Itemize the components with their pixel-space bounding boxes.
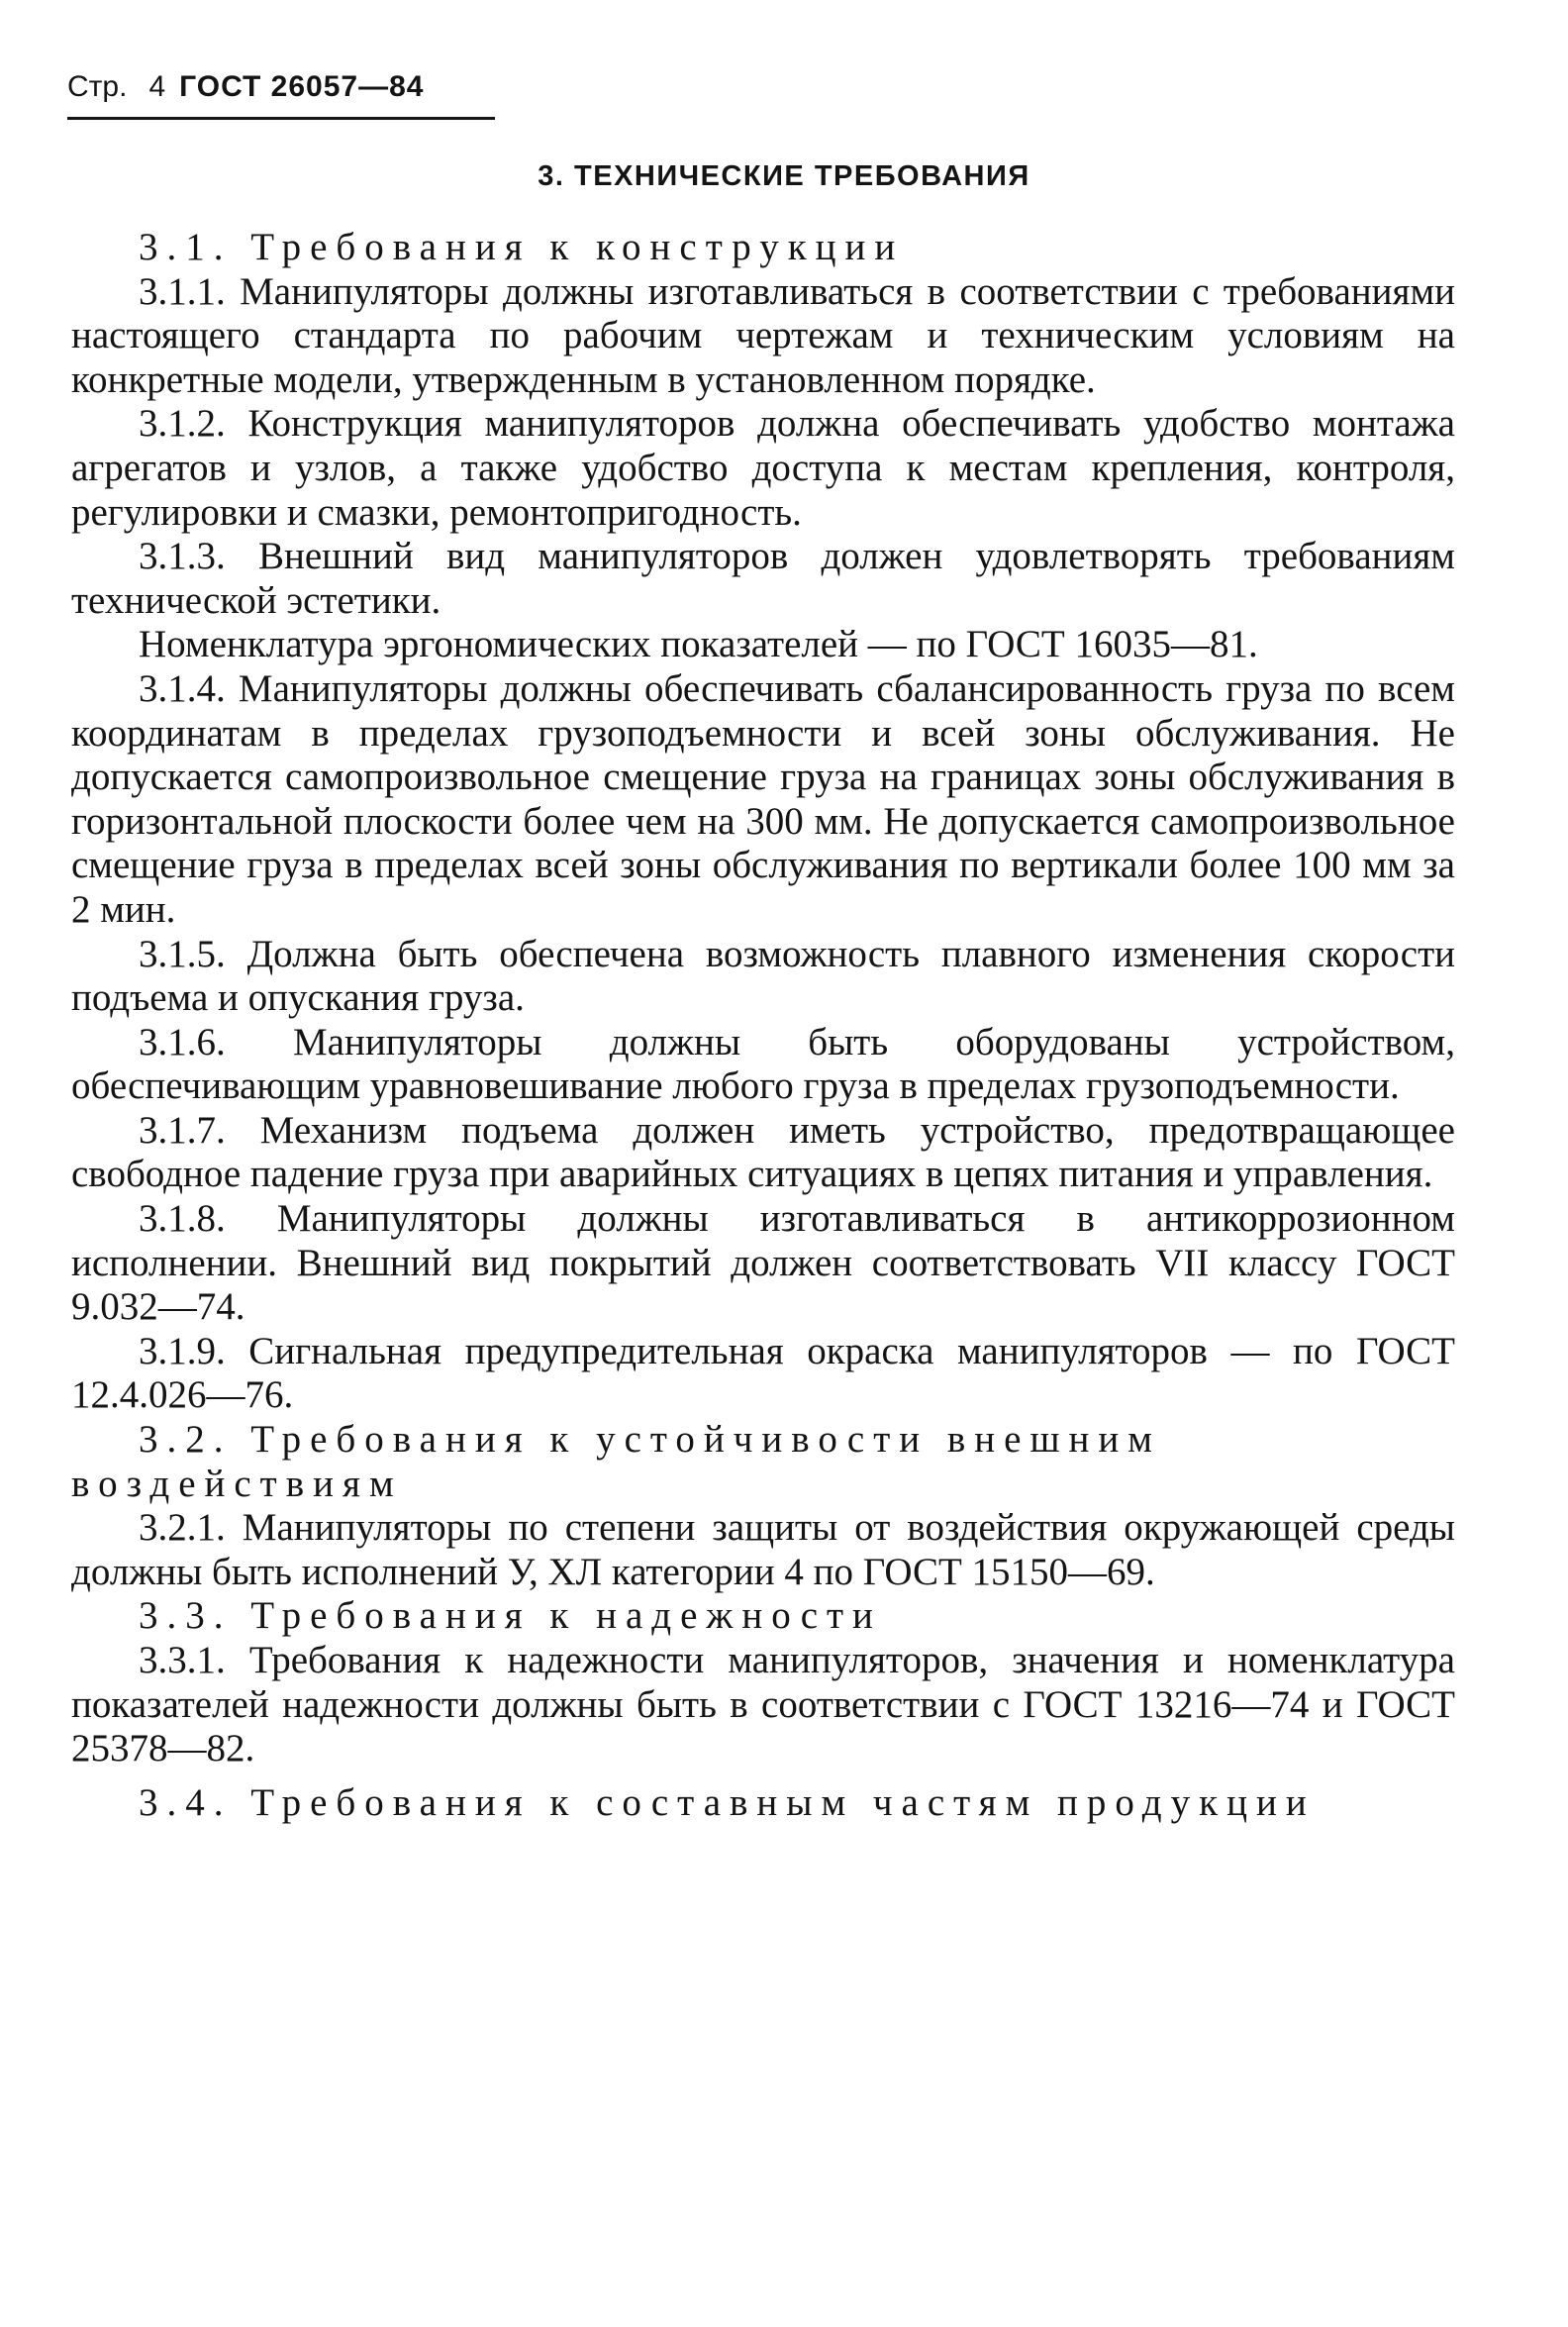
subsection-heading: 3.4. Требования к составным частям продукции: [139, 1780, 1316, 1824]
paragraph: Номенклатура эргономических показателей — по ГОСТ 16035—81.: [139, 623, 1258, 666]
body-text: [71, 226, 1455, 1825]
page-number: 4: [148, 70, 166, 103]
subsection-heading: 3.3. Требования к надежности: [139, 1594, 882, 1638]
paragraph: 3.2.1. Манипуляторы по степени защиты от воздействия окружающей среды должны быть исполнений У, ХЛ категории 4 по ГОСТ 15150—69.: [71, 1506, 1455, 1593]
paragraph: 3.1.8. Манипуляторы должны изготавливаться в антикоррозионном исполнении. Внешний вид покрытий должен соответствовать VII классу ГОСТ 9.032—74.: [71, 1197, 1455, 1329]
paragraph: 3.1.6. Манипуляторы должны быть оборудованы устройством, обеспечивающим уравновешивание любого груза в пределах грузоподъемности.: [71, 1020, 1455, 1108]
paragraph: 3.1.7. Механизм подъема должен иметь устройство, предотвращающее свободное падение груза при аварийных ситуациях в цепях питания и управления.: [71, 1108, 1455, 1196]
paragraph: 3.3.1. Требования к надежности манипуляторов, значения и номенклатура показателей надежности должны быть в соответствии с ГОСТ 13216—74 и ГОСТ 25378—82.: [71, 1639, 1455, 1771]
paragraph: 3.1.4. Манипуляторы должны обеспечивать сбалансированность груза по всем координатам в пределах грузоподъемности и всей зоны обслуживания. Не допускается самопроизвольное смещение груза на границах зоны обслуживания в горизонтальной плоскости более чем на 300 мм. Не допускается самопроизвольное смещение груза в пределах всей зоны обслуживания по вертикали более 100 мм за 2 мин.: [71, 666, 1455, 931]
subsection-heading: 3.2. Требования к устойчивости внешним воздействиям: [71, 1418, 1161, 1505]
page-header: [67, 67, 424, 107]
standard-code: ГОСТ 26057—84: [179, 70, 425, 103]
paragraph: 3.1.3. Внешний вид манипуляторов должен удовлетворять требованиям технической эстетики.: [71, 535, 1455, 622]
paragraph: 3.1.9. Сигнальная предупредительная окраска манипуляторов — по ГОСТ 12.4.026—76.: [71, 1329, 1455, 1417]
page-label: Стр.: [67, 70, 128, 103]
header-divider: [67, 117, 495, 120]
paragraph: 3.1.2. Конструкция манипуляторов должна обеспечивать удобство монтажа агрегатов и узлов, а также удобство доступа к местам крепления, контроля, регулировки и смазки, ремонтопригодность.: [71, 402, 1455, 534]
section-title: 3. ТЕХНИЧЕСКИЕ ТРЕБОВАНИЯ: [538, 160, 1030, 192]
subsection-heading: 3.1. Требования к конструкции: [139, 226, 905, 268]
paragraph: 3.1.1. Манипуляторы должны изготавливаться в соответствии с требованиями настоящего стандарта по рабочим чертежам и техническим условиям на конкретные модели, утвержденным в установленном порядке.: [71, 269, 1455, 401]
paragraph: 3.1.5. Должна быть обеспечена возможность плавного изменения скорости подъема и опускания груза.: [71, 932, 1455, 1020]
